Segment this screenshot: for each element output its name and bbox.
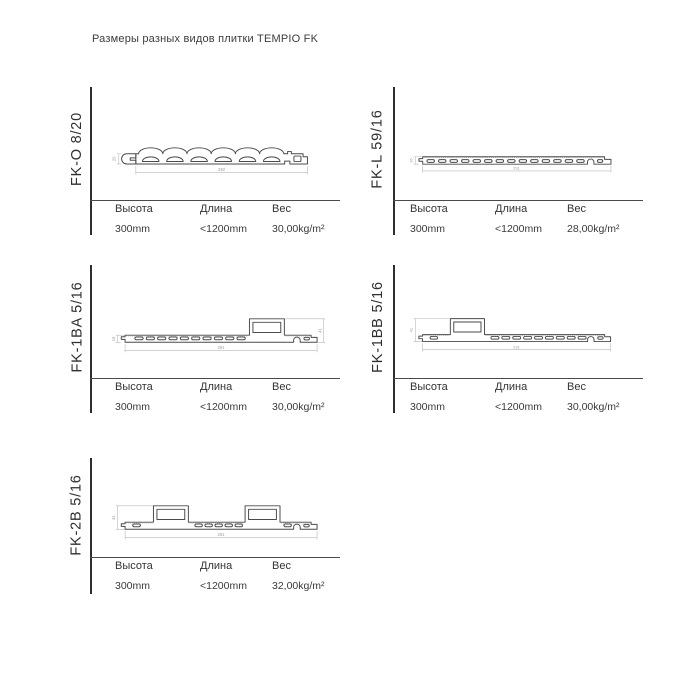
profile-outline [121,319,317,342]
table-top-rule [393,378,643,379]
spec-table [115,381,354,413]
profile-hole [567,336,575,339]
section-label-wrap [64,271,90,383]
profile-hole [524,336,532,339]
header-length: Длина [200,203,233,215]
section-divider-line [393,87,395,235]
value-weight: 30,00kg/m² [567,401,620,413]
profile-hole [450,160,457,163]
spec-table-header-row [410,203,657,215]
profile-hole [491,336,499,339]
section-fk-1ba-5-16 [60,263,360,423]
profile-hole [237,337,245,340]
section-label-wrap [64,459,90,571]
spec-table [115,203,354,235]
table-top-rule [393,200,643,201]
profile-hole [304,337,309,340]
profile-hole [578,336,586,339]
profile-hole [226,337,234,340]
profile-outline [121,506,317,529]
section-label-wrap [365,93,391,205]
tile-profile-drawing [408,309,623,356]
spec-table-header-row [115,381,354,393]
header-height: Высота [115,381,153,393]
profile-hole [519,160,526,163]
section-label-wrap [365,271,391,383]
value-length: <1200mm [495,401,542,413]
value-weight: 32,00kg/m² [272,580,325,592]
profile-hole [294,156,301,162]
section-divider-line [393,265,395,413]
header-length: Длина [495,381,528,393]
profile-hole [598,337,603,339]
profile-outline [419,319,611,342]
section-label-wrap [64,93,90,205]
dimension-label-thickness: 16 [110,336,116,342]
spec-table-value-row [410,401,657,413]
table-top-rule [90,200,340,201]
profile-hole [513,336,521,339]
spec-table-header-row [115,560,354,572]
header-height: Высота [410,203,448,215]
section-divider-line [90,265,92,413]
section-divider-line [90,87,92,235]
header-weight: Вес [567,203,586,215]
profile-box-inner [249,509,277,519]
header-weight: Вес [567,381,586,393]
value-height: 300mm [115,580,151,592]
value-length: <1200mm [495,223,542,235]
dimension-label-width: 291 [513,344,520,350]
spec-table-header-row [115,203,354,215]
tile-profile-drawing [110,140,330,184]
profile-hole [215,524,222,527]
profile-hole [496,160,503,163]
profile-hole [239,157,256,162]
profile-box-inner [157,509,185,519]
tile-profile-drawing [408,145,623,177]
value-weight: 28,00kg/m² [567,223,620,235]
value-height: 300mm [410,401,446,413]
profile-hole [430,336,437,339]
profile-hole [158,337,166,340]
profile-hole [508,160,515,163]
dimension-label-box-height: 41 [317,328,323,333]
value-height: 300mm [115,223,151,235]
profile-hole [565,160,572,163]
spec-table-header-row [410,381,657,393]
profile-hole [462,160,469,163]
profile-hole [304,524,309,527]
dimension-label-box-height: 41 [408,327,414,333]
profile-hole [235,524,242,527]
section-fk-o-8-20 [60,85,360,245]
value-height: 300mm [410,223,446,235]
profile-hole [597,160,602,163]
profile-hole [180,337,188,340]
spec-table-value-row [115,401,354,413]
profile-hole [215,157,232,162]
section-label: FK-1BB 5/16 [370,281,387,373]
profile-hole [142,157,159,162]
profile-box-inner [454,322,481,332]
profile-hole [192,337,200,340]
dimension-label-thickness: 16 [408,158,414,163]
spec-table-value-row [115,580,354,592]
profile-hole [427,160,434,163]
dimension-label-width: 291 [513,165,520,171]
profile-hole [556,336,564,339]
profile-hole [205,524,212,527]
spec-table-value-row [115,223,354,235]
section-label: FK-1BA 5/16 [69,281,86,373]
spec-table [410,203,657,235]
dimension-label-width: 291 [217,345,225,351]
tile-profile-drawing [110,309,330,357]
profile-hole [225,524,232,527]
header-length: Длина [200,381,233,393]
dimension-label-box-height: 41 [110,515,116,520]
profile-hole [438,160,445,163]
profile-hole [191,157,208,162]
profile-hole [502,336,510,339]
header-height: Высота [115,560,153,572]
profile-hole [485,160,492,163]
profile-hole [135,337,143,340]
profile-hole [284,524,291,527]
profile-hole [263,157,280,162]
header-height: Высота [115,203,153,215]
profile-hole [146,337,154,340]
profile-hole [169,337,177,340]
header-length: Длина [495,203,528,215]
profile-hole [133,524,141,527]
value-weight: 30,00kg/m² [272,223,325,235]
section-label: FK-2B 5/16 [69,474,85,556]
section-fk-2b-5-16 [60,442,360,602]
dimension-label-width: 291 [217,532,225,538]
profile-hole [535,336,543,339]
dimension-label-width: 252 [218,166,226,172]
profile-hole [195,524,202,527]
profile-hole [473,160,480,163]
profile-hole [203,337,211,340]
spec-table-value-row [410,223,657,235]
section-label: FK-L 59/16 [370,109,387,189]
profile-hole [531,160,538,163]
header-weight: Вес [272,203,291,215]
section-label: FK-O 8/20 [69,111,85,187]
section-fk-l-59-16 [363,85,663,245]
header-weight: Вес [272,381,291,393]
profile-hole [542,160,549,163]
value-height: 300mm [115,401,151,413]
value-length: <1200mm [200,223,247,235]
profile-hole [214,337,222,340]
spec-table [115,560,354,592]
header-length: Длина [200,560,233,572]
profile-left-hook [122,154,136,164]
tile-profile-drawing [110,496,330,544]
value-length: <1200mm [200,580,247,592]
section-fk-1bb-5-16 [363,263,663,423]
dimension-label-thickness: 20 [111,156,117,162]
section-divider-line [90,458,92,594]
value-weight: 30,00kg/m² [272,401,325,413]
value-length: <1200mm [200,401,247,413]
table-top-rule [90,557,340,558]
profile-hole [167,157,184,162]
header-height: Высота [410,381,448,393]
header-weight: Вес [272,560,291,572]
profile-hole [554,160,561,163]
profile-hole [577,160,584,163]
page-title: Размеры разных видов плитки TEMPIO FK [92,33,319,45]
table-top-rule [90,378,340,379]
profile-hole [545,336,553,339]
profile-box-inner [253,322,281,332]
spec-table [410,381,657,413]
